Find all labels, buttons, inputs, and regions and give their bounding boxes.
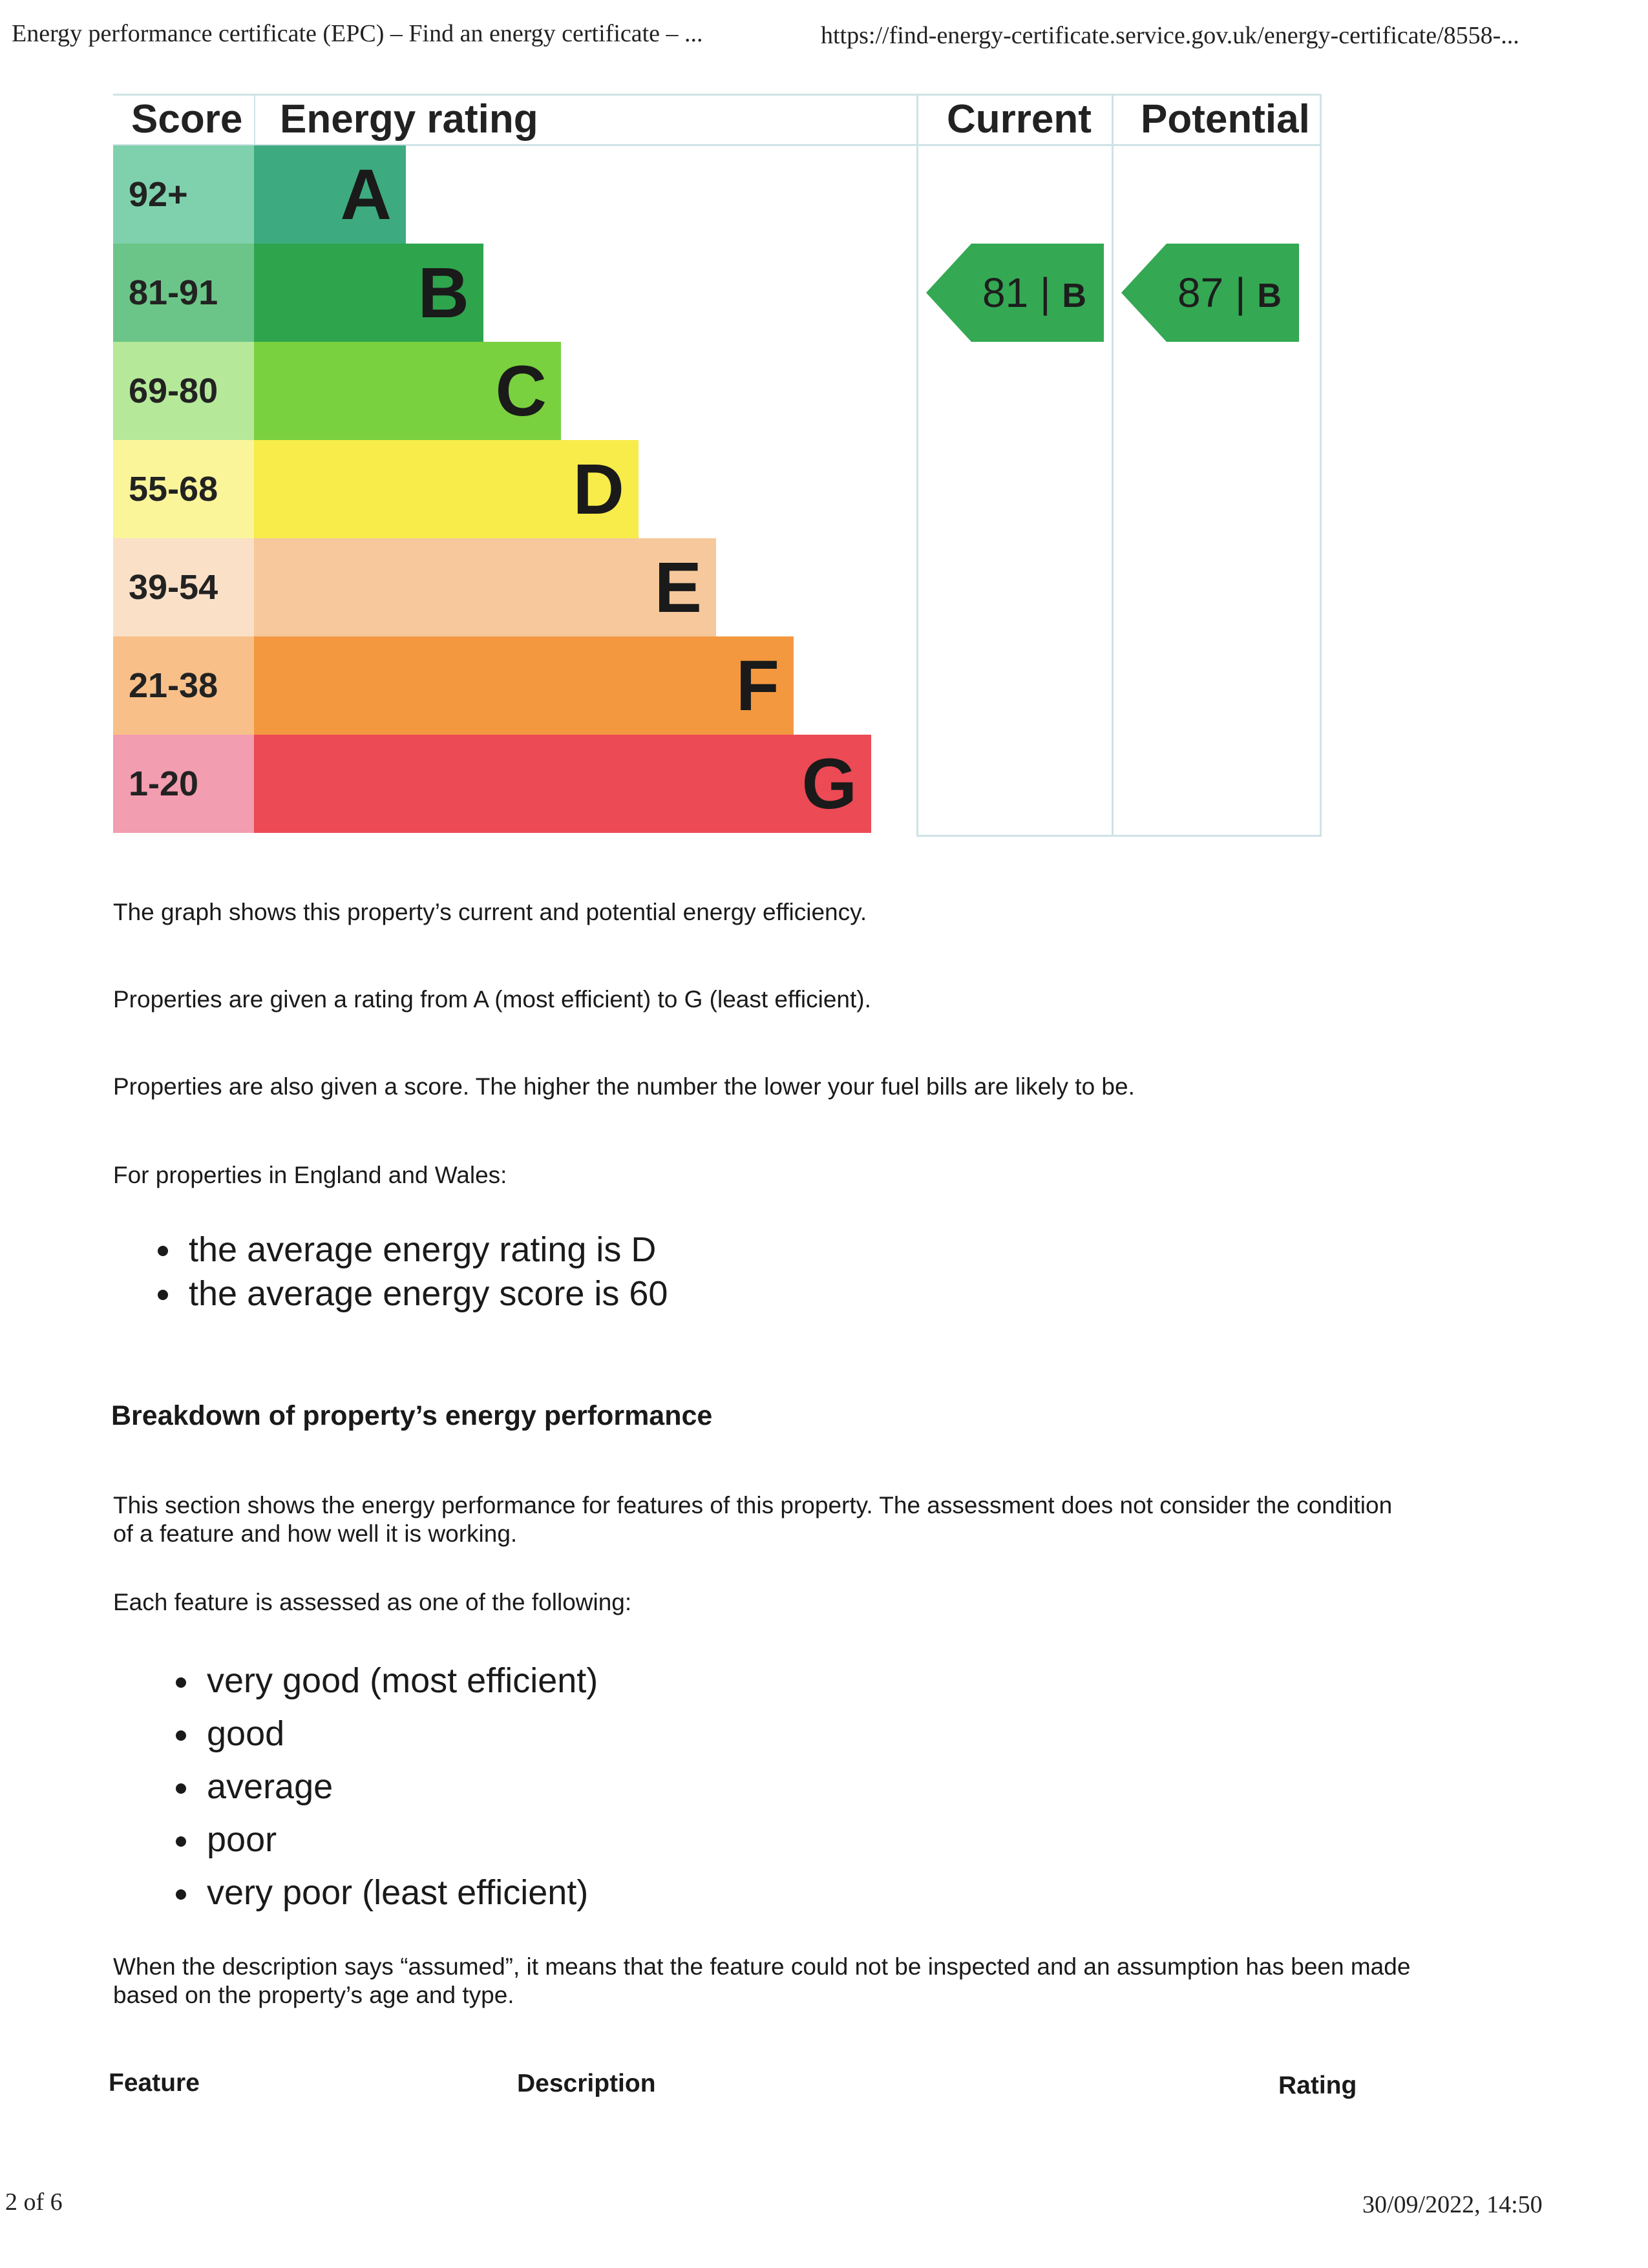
potential-score: 87: [1178, 269, 1224, 316]
score-cell-b: 81-91: [113, 244, 254, 342]
average-score-item: the average energy score is 60: [155, 1272, 668, 1316]
score-cell-g: 1-20: [113, 735, 254, 833]
potential-column-divider: [1112, 94, 1114, 837]
print-datetime: 30/09/2022, 14:50: [1362, 2191, 1543, 2218]
score-cell-f: 21-38: [113, 636, 254, 735]
score-cell-a: 92+: [113, 145, 254, 244]
graph-explanation: The graph shows this property’s current and potential energy efficiency.: [113, 899, 867, 925]
print-page-title: Energy performance certificate (EPC) – Find an energy certificate – ...: [12, 20, 703, 47]
rating-item-very-good: very good (most efficient): [173, 1654, 598, 1707]
rating-item-good: good: [173, 1707, 598, 1760]
rating-item-average: average: [173, 1760, 598, 1813]
score-header-divider: [254, 94, 255, 145]
current-column-header: Current: [947, 97, 1092, 142]
rating-item-very-poor: very poor (least efficient): [173, 1866, 598, 1919]
current-column-divider: [916, 94, 918, 837]
score-cell-d: 55-68: [113, 440, 254, 538]
score-cell-e: 39-54: [113, 538, 254, 636]
assessment-intro: Each feature is assessed as one of the following:: [113, 1589, 632, 1615]
potential-column-header: Potential: [1141, 97, 1310, 142]
average-rating-item: the average energy rating is D: [155, 1228, 668, 1272]
current-letter: B: [1062, 277, 1086, 315]
potential-separator: |: [1235, 269, 1246, 316]
rating-band-d: D: [254, 440, 639, 538]
print-page-number: 2 of 6: [5, 2189, 63, 2216]
score-explanation: Properties are also given a score. The higher the number the lower your fuel bills are likely to be.: [113, 1073, 1135, 1100]
breakdown-heading: Breakdown of property’s energy performance: [111, 1400, 713, 1431]
chart-top-border: [113, 94, 1322, 96]
table-header-description: Description: [517, 2070, 656, 2097]
print-page-url: https://find-energy-certificate.service.gov.uk/energy-certificate/8558-...: [821, 22, 1519, 49]
rating-band-f: F: [254, 636, 794, 735]
rating-band-a: A: [254, 145, 406, 244]
breakdown-explanation: This section shows the energy performance for features of this property. The assessment does not consider the condition of a feature and how well it is working.: [113, 1492, 1393, 1547]
rating-band-b: B: [254, 244, 483, 342]
potential-letter: B: [1257, 277, 1282, 315]
table-header-rating: Rating: [1278, 2072, 1357, 2099]
england-wales-intro: For properties in England and Wales:: [113, 1162, 507, 1188]
score-cell-c: 69-80: [113, 342, 254, 440]
averages-list: [155, 1228, 668, 1316]
potential-rating-arrow: [1121, 244, 1299, 342]
energy-rating-column-header: Energy rating: [280, 97, 538, 142]
rating-band-e: E: [254, 538, 716, 636]
chart-right-border: [1320, 94, 1322, 837]
assumed-explanation: When the description says “assumed”, it means that the feature could not be inspected and an assumption has been made based on the property’s age and type.: [113, 1953, 1411, 2008]
table-header-feature: Feature: [109, 2069, 200, 2097]
ratings-list: [173, 1654, 598, 1919]
score-column-header: Score: [131, 97, 243, 142]
rating-band-g: G: [254, 735, 871, 833]
current-separator: |: [1040, 269, 1051, 316]
rating-explanation: Properties are given a rating from A (most efficient) to G (least efficient).: [113, 986, 871, 1013]
rating-item-poor: poor: [173, 1813, 598, 1866]
current-rating-arrow: [926, 244, 1104, 342]
current-score: 81: [982, 269, 1029, 316]
chart-bottom-border: [916, 835, 1322, 837]
energy-rating-chart: [113, 94, 1322, 837]
rating-band-c: C: [254, 342, 561, 440]
